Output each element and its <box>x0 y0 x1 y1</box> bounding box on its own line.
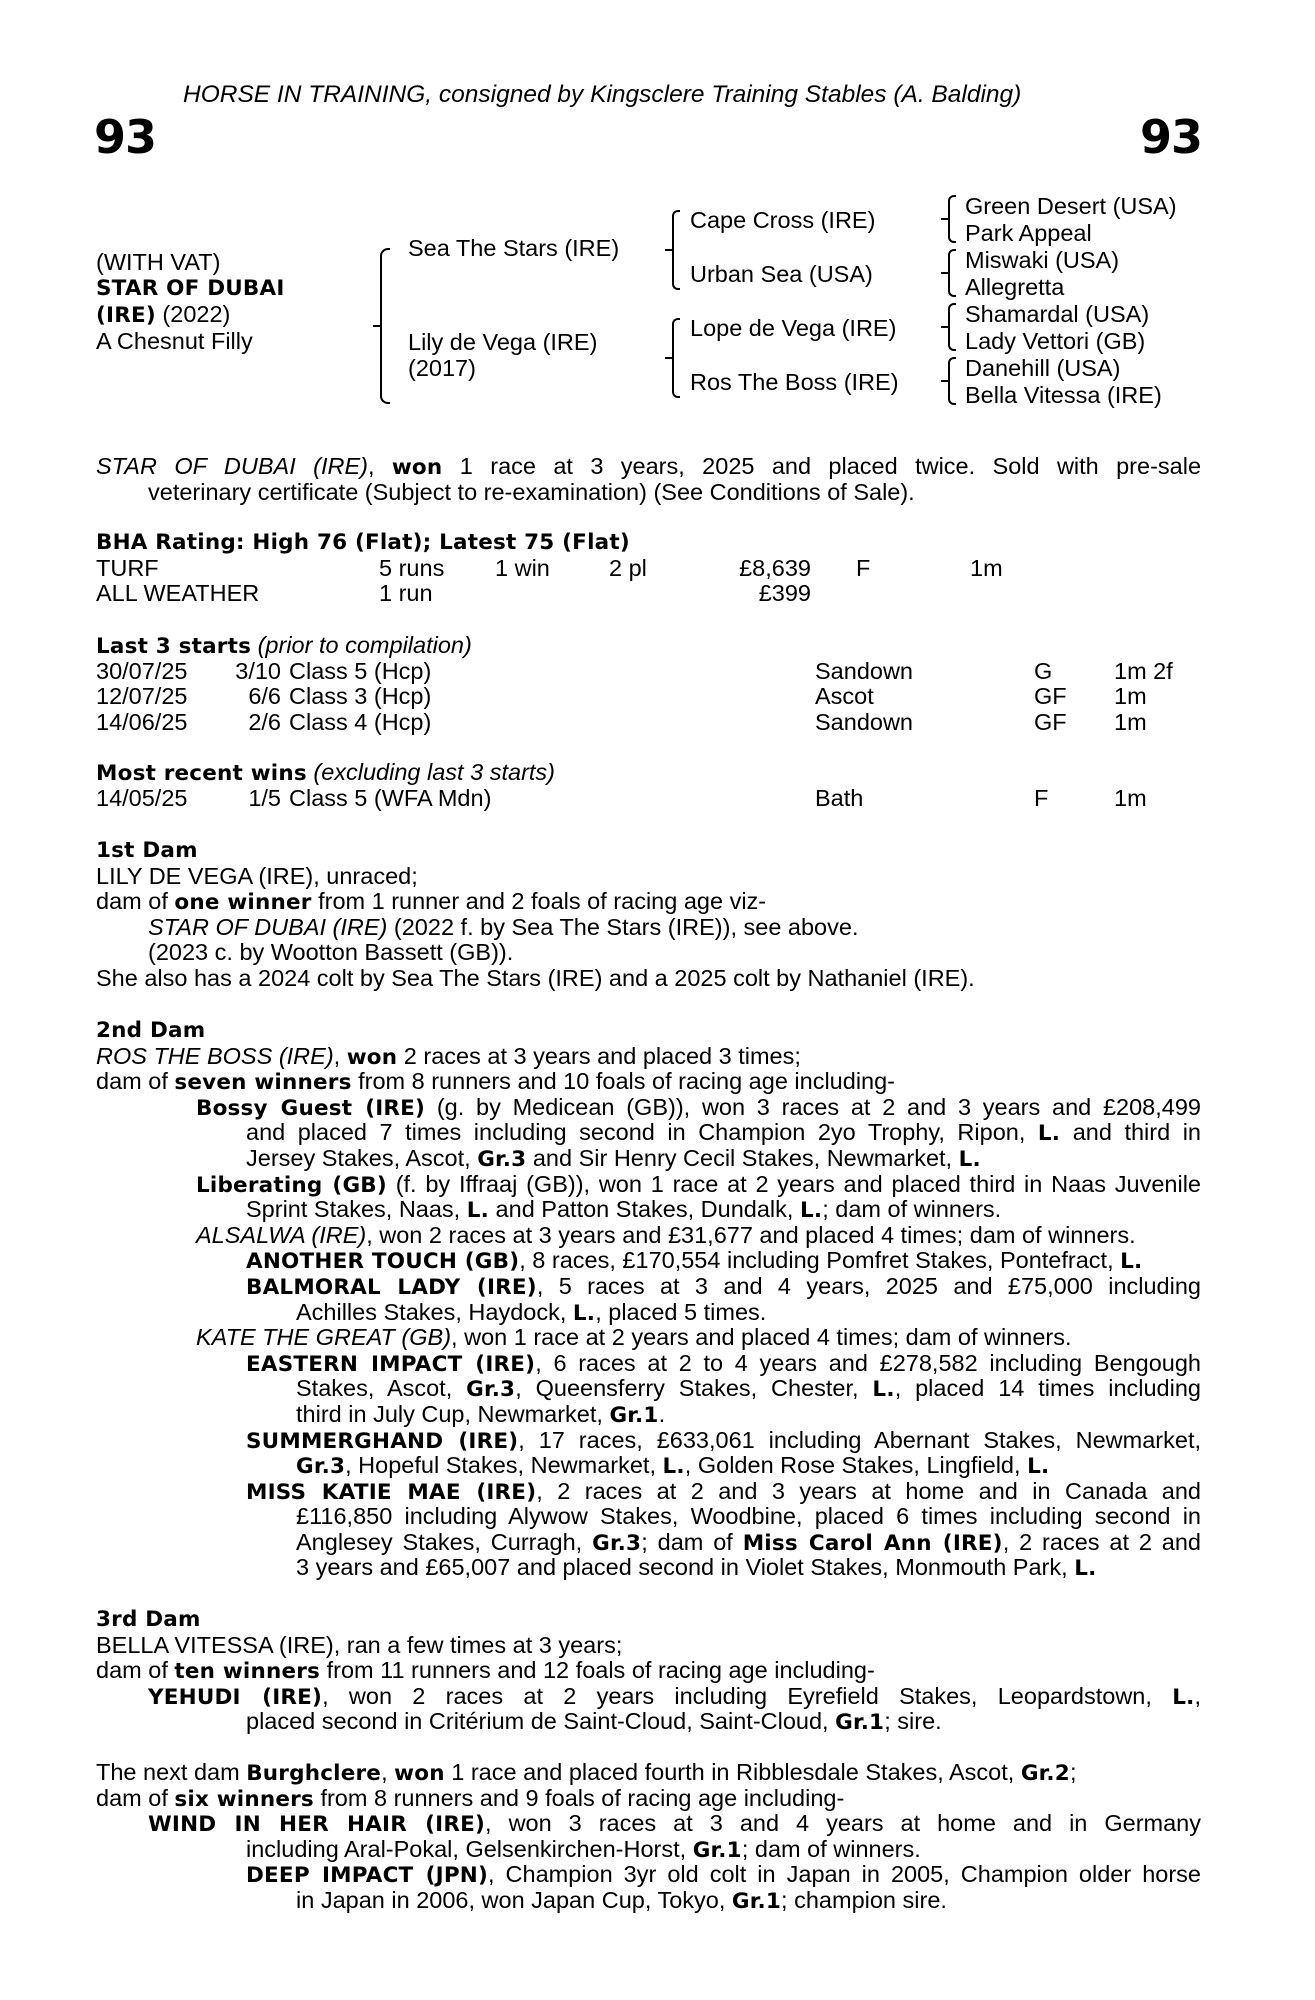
horse-name: STAR OF DUBAI <box>96 276 285 301</box>
summary-line-2: veterinary certificate (Subject to re-examination) (See Conditions of Sale). <box>148 478 915 505</box>
second-dam-section: 2nd Dam ROS THE BOSS (IRE), won 2 races at 3 years and placed 3 times; dam of seven winners from 8 runners and 10 foals of racing age including- Bossy Guest (IRE) (g. by Medicean (GB)), won 3 races at 2 and 3 years and £208,499 and placed 7 times including second in Champion 2yo Trophy, Ripon, L. and third in Jersey Stakes, Ascot, Gr.3 and Sir Henry Cecil Stakes, Newmarket, L. Liberating (GB) (f. by Iffraaj (GB)), won 1 race at 2 years and placed third in Naas Juvenile Sprint Stakes, Naas, L. and Patton Stakes, Dundalk, L.; dam of winners. ALSALWA (IRE), won 2 races at 3 years and £31,677 and placed 4 times; dam of winners. ANOTHER TOUCH (GB), 8 races, £170,554 including Pomfret Stakes, Pontefract, L. BALMORAL LADY (IRE), 5 races at 3 and 4 years, 2025 and £75,000 including Achilles Stakes, Haydock, L., placed 5 times. KATE THE GREAT (GB), won 1 race at 2 years and placed 4 times; dam of winners. EASTERN IMPACT (IRE), 6 races at 2 to 4 years and £278,582 including Bengough Stakes, Ascot, Gr.3, Queensferry Stakes, Chester, L., placed 14 times including third in July Cup, Newmarket, Gr.1. SUMMERGHAND (IRE), 17 races, £633,061 including Abernant Stakes, Newmarket, Gr.3, Hopeful Stakes, Newmarket, L., Golden Rose Stakes, Lingfield, L. MISS KATIE MAE (IRE), 2 races at 2 and 3 years at home and in Canada and £116,850 including Alywow Stakes, Woodbine, placed 6 times including second in Anglesey Stakes, Curragh, Gr.3; dam of Miss Carol Ann (IRE), 2 races at 2 and 3 years and £65,007 and placed second in Violet Stakes, Monmouth Park, L. <box>96 1018 1202 1582</box>
produce-entry: YEHUDI (IRE), won 2 races at 2 years including Eyrefield Stakes, Leopardstown, L., <box>148 1682 1201 1710</box>
second-dam-heading: 2nd Dam <box>96 1018 206 1043</box>
produce-entry: EASTERN IMPACT (IRE), 6 races at 2 to 4 years and £278,582 including Bengough <box>246 1349 1201 1377</box>
summary-section <box>96 454 1201 505</box>
recent-wins-section <box>96 760 1201 811</box>
horse-name-suffix <box>96 302 230 329</box>
vat-label: (WITH VAT) <box>96 249 221 275</box>
gen3-1: Green Desert (USA) <box>965 193 1177 219</box>
horse-year: (2022) <box>155 301 231 327</box>
gen3-brace-4 <box>948 357 956 405</box>
gen3-7: Danehill (USA) <box>965 355 1121 381</box>
dam-dam: Ros The Boss (IRE) <box>690 369 899 395</box>
gen3-brace-3 <box>948 303 956 351</box>
gen3-8: Bella Vitessa (IRE) <box>965 382 1162 408</box>
produce-entry: DEEP IMPACT (JPN), Champion 3yr old colt in Japan in 2005, Champion older horse <box>246 1861 1201 1889</box>
gen3-2: Park Appeal <box>965 220 1092 246</box>
produce-entry: WIND IN HER HAIR (IRE), won 3 races at 3 and 4 years at home and in Germany <box>148 1810 1201 1838</box>
lot-number-left: 93 <box>94 110 157 164</box>
produce-entry: SUMMERGHAND (IRE), 17 races, £633,061 including Abernant Stakes, Newmarket, <box>246 1426 1201 1454</box>
rating-section <box>96 530 1201 607</box>
pedigree-brace <box>380 248 390 404</box>
gen3-brace-1 <box>948 195 956 243</box>
produce-entry: ALSALWA (IRE), won 2 races at 3 years and £31,677 and placed 4 times; dam of winners. <box>196 1221 1136 1248</box>
horse-country: (IRE) <box>96 303 156 328</box>
produce-entry: KATE THE GREAT (GB), won 1 race at 2 years and placed 4 times; dam of winners. <box>196 1324 1072 1351</box>
horse-description: A Chesnut Filly <box>96 328 253 354</box>
sire-sire: Cape Cross (IRE) <box>690 207 876 233</box>
start-row: 30/07/25 3/10 Class 5 (Hcp) Sandown G 1m 2f <box>96 657 1173 684</box>
sire: Sea The Stars (IRE) <box>408 235 620 261</box>
sire-brace <box>672 210 680 290</box>
produce-entry: ANOTHER TOUCH (GB), 8 races, £170,554 including Pomfret Stakes, Pontefract, L. <box>246 1247 1143 1275</box>
produce-entry: BALMORAL LADY (IRE), 5 races at 3 and 4 years, 2025 and £75,000 including <box>246 1272 1201 1300</box>
rating-row-aw: ALL WEATHER 1 run £399 <box>96 580 811 607</box>
gen3-3: Miswaki (USA) <box>965 247 1120 273</box>
third-dam-heading: 3rd Dam <box>96 1607 201 1632</box>
win-row: 14/05/25 1/5 Class 5 (WFA Mdn) Bath F 1m <box>96 784 1147 811</box>
gen3-brace-2 <box>948 249 956 297</box>
produce-entry: Liberating (GB) (f. by Iffraaj (GB)), won 1 race at 2 years and placed third in Naas Juvenile <box>196 1170 1201 1198</box>
last-starts-heading: Last 3 starts (prior to compilation) <box>96 632 472 659</box>
rating-heading: BHA Rating: High 76 (Flat); Latest 75 (Flat) <box>96 530 630 555</box>
produce-entry: Bossy Guest (IRE) (g. by Medicean (GB)), won 3 races at 2 and 3 years and £208,499 <box>196 1093 1201 1121</box>
rating-row-turf: TURF 5 runs 1 win 2 pl £8,639 F 1m <box>96 554 1003 581</box>
gen3-5: Shamardal (USA) <box>965 301 1150 327</box>
page-heading: HORSE IN TRAINING, consigned by Kingsclere Training Stables (A. Balding) <box>183 81 1022 108</box>
gen3-6: Lady Vettori (GB) <box>965 328 1146 354</box>
last-starts-section <box>96 633 1201 735</box>
first-dam-section: 1st Dam LILY DE VEGA (IRE), unraced; dam of one winner from 1 runner and 2 foals of racing age viz- STAR OF DUBAI (IRE) (2022 f. by Sea The Stars (IRE)), see above. (2023 c. by Wootton Bassett (GB)). She also has a 2024 colt by Sea The Stars (IRE) and a 2025 colt by Nathaniel (IRE). <box>96 838 1201 992</box>
dam-year: (2017) <box>408 355 476 381</box>
recent-wins-heading: Most recent wins (excluding last 3 starts) <box>96 759 555 786</box>
start-row: 14/06/25 2/6 Class 4 (Hcp) Sandown GF 1m <box>96 708 1147 735</box>
produce-entry: MISS KATIE MAE (IRE), 2 races at 2 and 3 years at home and in Canada and <box>246 1477 1202 1505</box>
gen3-4: Allegretta <box>965 274 1065 300</box>
dam: Lily de Vega (IRE) <box>408 329 598 355</box>
sire-dam: Urban Sea (USA) <box>690 261 873 287</box>
dam-sire: Lope de Vega (IRE) <box>690 315 897 341</box>
dam-brace <box>672 318 680 398</box>
first-dam-heading: 1st Dam <box>96 838 198 863</box>
start-row: 12/07/25 6/6 Class 3 (Hcp) Ascot GF 1m <box>96 683 1147 710</box>
lot-number-right: 93 <box>1139 110 1202 164</box>
third-dam-section: 3rd Dam BELLA VITESSA (IRE), ran a few times at 3 years; dam of ten winners from 11 runners and 12 foals of racing age including- YEHUDI (IRE), won 2 races at 2 years including Eyrefield Stakes, Leopardstown, L., placed second in Critérium de Saint-Cloud, Saint-Cloud, Gr.1; sire. <box>96 1607 1201 1736</box>
next-dam-section: The next dam Burghclere, won 1 race and placed fourth in Ribblesdale Stakes, Ascot, Gr.2; dam of six winners from 8 runners and 9 foals of racing age including- WIND IN HER HAIR (IRE), won 3 races at 3 and 4 years at home and in Germany including Aral-Pokal, Gelsenkirchen-Horst, Gr.1; dam of winners. DEEP IMPACT (JPN), Champion 3yr old colt in Japan in 2005, Champion older horse in Japan in 2006, won Japan Cup, Tokyo, Gr.1; champion sire. <box>96 1759 1201 1914</box>
summary-line-1: STAR OF DUBAI (IRE), won 1 race at 3 years, 2025 and placed twice. Sold with pre-sale <box>96 453 1202 480</box>
